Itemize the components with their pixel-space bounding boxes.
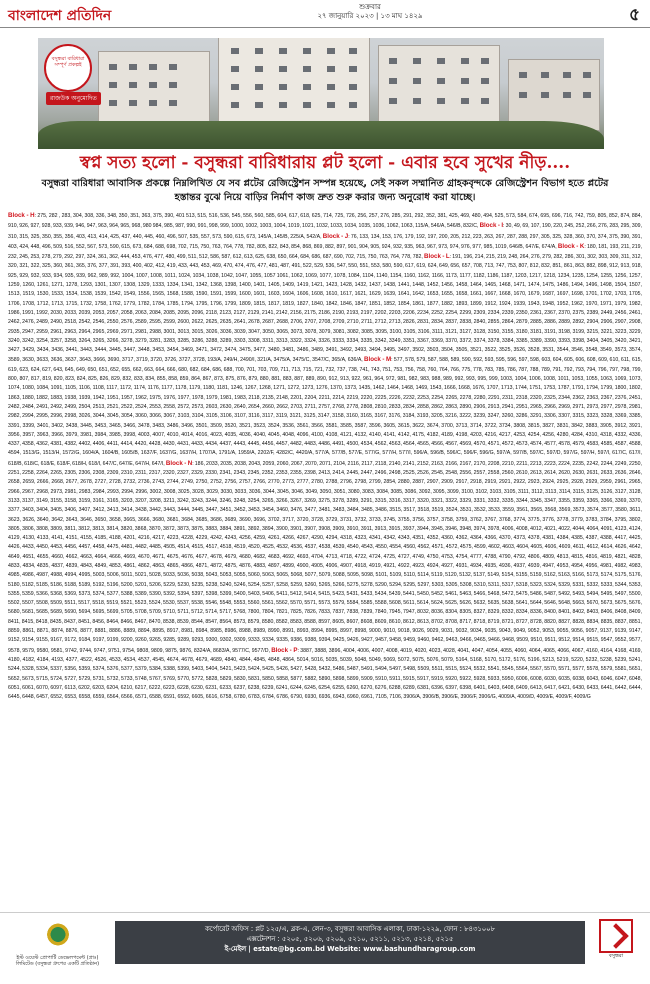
issue-date-text: ২৭ জানুয়ারি ২০২৩ | ১৩ মাঘ ১৪২৯ (317, 12, 423, 20)
block-label: Block - I (479, 222, 504, 230)
issue-day: শুক্রবার (359, 3, 381, 11)
block-plot-numbers: : 186, 2033, 2035, 2038, 2043, 2059, 2060, 2067, 2070, 2071, 2104, 2116, 2117, 2118, 2140, 2141, 2152, 2163, 2166, 2167, 2170, 2208, 2210, 2211, 2213, 2223, 2224, 2235, 2242, 2244, 2249, 2250, 2251, 2258, 2264, 2265, 2305, 2306, 2308, 2309, 2310, 2311, 2317, 2320, 2327, 2329, 2330, 2341, 2343, 2345, 2352, 2353, 2355, 2398, 2413, 2414, 2445, 2447, 2496, 2498, 2525, 2526, 2545, 2548, 2556, 2557, 2558, 2560, 2610, 2613, 2614, 2620, 2630, 2631, 2633, 2636, 2646, 2658, 2659, 2666, 2668, 2677, 2678, 2727, 2728, 2732, 2736, 2743, 2744, 2749, 2750, 2752, 2756, 2757, 2766, 2770, 2773, 2777, 2780, 2788, 2796, 2798, 2799, 2854, 2880, 2887, 2907, 2909, 2917, 2918, 2919, 2921, 2922, 2923, 2924, 2925, 2928, 2929, 2959, 2961, 2965, 2966, 2967, 2968, 2973, 2981, 2983, 2984, 2993, 2994, 2996, 3002, 3008, 3025, 3028, 3029, 3030, 3033, 3036, 3044, 3045, 3046, 3049, 3050, 3051, 3080, 3083, 3084, 3085, 3086, 3092, 3095, 3099, 3100, 3102, 3103, 3105, 3111, 3112, 3113, 3114, 3115, 3125, 3126, 3127, 3128, 3133, 3137, 3149, 3155, 3158, 3159, 3161, 3165, 3203, 3207, 3208, 3211, 3242, 3243, 3244, 3246, 3248, 3254, 3265, 3266, 3267, 3269, 3275, 3278, 3289, 3291, 3315, 3316, 3317, 3320, 3321, 3322, 3329, 3331, 3332, 3335, 3344, 3345, 3347, 3355, 3359, 3365, 3366, 3369, 3370, 3377, 3403, 3404, 3405, 3406, 3407, 3412, 3413, 3414, 3438, 3442, 3443, 3444, 3445, 3447, 3451, 3452, 3453, 3454, 3460, 3476, 3477, 3481, 3483, 3484, 3485, 3486, 3515, 3517, 3518, 3519, 3524, 3531, 3532, 3533, 3559, 3561, 3565, 3568, 3569, 3573, 3574, 3577, 3580, 3611, 3623, 3626, 3640, 3642, 3643, 3646, 3650, 3658, 3665, 3666, 3680, 3681, 3684, 3685, 3686, 3689, 3690, 3696, 3702, 3717, 3720, 3728, 3729, 3731, 3732, 3733, 3745, 3755, 3756, 3757, 3758, 3759, 3762, 3767, 3768, 3774, 3775, 3776, 3778, 3779, 3783, 3784, 3795, 3802, 3805, 3806, 3808, 3809, 3811, 3812, 3813, 3814, 3820, 3868, 3870, 3872, 3873, 3875, 3883, 3884, 3891, 3892, 3894, 3900, 3901, 3907, 3908, 3909, 3910, 3911, 3913, 3915, 3937, 3944, 3945, 3946, 3948, 3974, 3978, 4006, 4008, 4012, 4021, 4022, 4044, 4064, 4091, 4123, 4124, 4129, 4130, 4133, 4141, 4151, 4155, 4185, 4188, 4201, 4216, 4217, 4223, 4228, 4229, 4242, 4243, 4256, 4259, 4261, 4266, 4267, 4290, 4294, 4318, 4323, 4341, 4342, 4343, 4351, 4352, 4360, 4362, 4364, 4366, 4370, 4373, 4378, 4381, 4384, 4385, 4387, 4388, 4417, 4425, 4426, 4433, 4450, 4453, 4456, 4457, 4458, 4475, 4481, 4482, 4485, 4505, 4514, 4515, 4517, 4518, 4519, 4520, 4525, 4532, 4536, 4537, 4538, 4539, 4540, 4543, 4550, 4554, 4560, 4562, 4571, 4572, 4575, 4599, 4602, 4603, 4604, 4605, 4606, 4609, 4611, 4612, 4614, 4626, 4642, 4649, 4651, 4655, 4660, 4662, 4663, 4664, 4666, 4669, 4670, 4671, 4675, 4676, 4677, 4678, 4679, 4680, 4682, 4683, 4692, 4693, 4704, 4713, 4718, 4722, 4724, 4725, 4727, 4749, 4750, 4753, 4754, 4777, 4788, 4790, 4792, 4806, 4809, 4813, 4815, 4816, 4819, 4821, 4828, 4833, 4834, 4835, 4837, 4839, 4843, 4849, 4853, 4861, 4862, 4863, 4865, 4866, 4871, 4872, 4875, 4876, 4883, 4897, 4899, 4900, 4905, 4906, 4907, 4918, 4919, 4921, 4922, 4923, 4924, 4927, 4931, 4934, 4935, 4936, 4937, 4939, 4947, 4953, 4954, 4956, 4981, 4982, 4983, 4985, 4986, 4987, 4988, 4994, 4995, 5003, 5006, 5011, 5021, 5028, 5033, 5036, 5038, 5043, 5053, 5055, 5060, 5063, 5065, 5068, 5077, 5079, 5088, 5095, 5098, 5101, 5109, 5110, 5114, 5119, 5120, 5132, 5137, 5149, 5154, 5155, 5159, 5162, 5163, 5166, 5173, 5174, 5175, 5176, 5180, 5182, 5185, 5186, 5188, 5189, 5192, 5196, 5200, 5201, 5206, 5229, 5230, 5235, 5238, 5240, 5246, 5254, 5257, 5258, 5259, 5260, 5265, 5266, 5275, 5278, 5290, 5294, 5295, 5297, 5303, 5305, 5308, 5310, 5311, 5317, 5318, 5323, 5324, 5329, 5331, 5332, 5333, 5344, 5353, 5355, 5359, 5366, 5368, 5369, 5373, 5374, 5377, 5388, 5389, 5390, 5392, 5394, 5397, 5398, 5399, 5400, 5403, 5406, 5411, 5412, 5414, 5415, 5423, 5431, 5433, 5434, 5439, 5441, 5450, 5452, 5461, 5463, 5466, 5468, 5472, 5475, 5486, 5487, 5492, 5493, 5494, 5495, 5497, 5500, 5502, 5507, 5508, 5509, 5511, 5517, 5518, 5519, 5521, 5523, 5524, 5530, 5537, 5538, 5546, 5548, 5553, 5560, 5561, 5562, 5570, 5571, 5573, 5579, 5584, 5585, 5588, 5608, 5611, 5614, 5624, 5625, 5626, 5632, 5635, 5638, 5641, 5644, 5646, 5648, 5663, 5670, 5673, 5675, 5676, 5680, 5681, 5685, 5689, 5690, 5694, 5695, 5699, 5705, 5708, 5709, 5710, 5711, 5712, 5714, 5717, 5768, 7800, 7804, 7821, 7825, 7826, 7833, 7837, 7838, 7839, 7840, 7945, 7947, 8032, 8036, 8304, 8305, 8327, 8329, 8332, 8334, 8336, 8400, 8401, 8402, 8403, 8406, 8408, 8409, 8411, 8415, 8418, 8435, 8437, 8451, 8456, 8464, 8466, 8467, 8470, 8538, 8539, 8544, 8547, 8564, 8573, 8579, 8580, 8582, 8583, 8588, 8597, 8605, 8607, 8608, 8609, 8610, 8612, 8613, 8702, 8708, 8717, 8718, 8719, 8721, 8727, 8728, 8820, 8827, 8828, 8834, 8835, 8837, 8851, 8859, 8861, 8871, 8874, 8876, 8877, 8881, 8886, 8889, 8894, 8895, 8917, 8981, 8984, 8985, 8986, 8988, 8989, 8990, 8991, 8993, 8994, 8995, 8997, 8998, 9000, 9010, 9018, 9026, 9029, 9031, 9032, 9034, 9035, 9043, 9049, 9052, 9053, 9055, 9056, 9057, 9137, 9139, 9147, 9152, 9154, 9155, 9167, 9172, 9184, 9197, 9199, 9200, 9260, 9265, 9285, 9289, 9293, 9300, 9302, 9309, 9333, 9334, 9335, 9386, 9388, 9394, 9425, 9426, 9427, 9457, 9458, 9459, 9460, 9462, 9463, 9466, 9465, 9466, 9468, 9509, 9510, 9511, 9512, 9514, 9515, 9547, 9552, 9577, 9578, 9579, 9580, 9581, 9742, 9744, 9747, 9751, 9754, 9808, 9809, 9875, 9876, 8324/A, 8683/A, 9577/C, 9577/D, (8, 460, 642, 654)
block-plot-numbers: : 191, 196, 214, 215, 219, 248, 264, 276, 279, 282, 286, 301, 302, 303, 309, 311, 312, 320, 321, 322, 325, 360, 361, 365, 376, 377, 391, 393, 400, 402, 412, 419, 433, 443, 453, 469, 470, 474, 476, 477, 481, 487, 491, 522, 529, 536, 547, 550, 551, 553, 580, 590, 617, 619, 624, 649, 656, 657, 708, 713, 747, 753, 807, 812, 832, 851, 861, 863, 882, 898, 912, 913, 918, 925, 929, 932, 933, 934, 935, 939, 962, 989, 992, 1004, 1007, 1008, 1011, 1024, 1034, 1038, 1042, 1047, 1055, 1057 1061, 1062, 1069, 1077, 1078, 1084, 1104, 1140, 1154, 1160, 1162, 1166, 1173, 1177, 1182, 1186, 1187, 1203, 1217, 1218, 1234, 1235, 1254, 1255, 1256, 1257, 1259, 1260, 1261, 1271, 1278, 1293, 1301, 1307, 1308, 1329, 1333, 1334, 1341, 1342, 1368, 1398, 1400, 1401, 1405, 1409, 1419, 1421, 1423, 1428, 1432, 1437, 1438, 1441, 1448, 1452, 1456, 1458, 1464, 1465, 1468, 1471, 1474, 1475, 1486, 1494, 1496, 1498, 1504, 1507, 1513, 1519, 1530, 1533, 1534, 1538, 1539, 1542, 1549, 1556, 1565, 1568, 1588, 1590, 1591, 1599, 1600, 1601, 1603, 1604, 1606, 1608, 1610, 1617, 1621, 1629, 1639, 1641, 1642, 1653, 1655, 1658, 1661, 1667, 1668, 1670, 1679, 1687, 1697, 1698, 1701, 1702, 1703, 1705, 1706, 1708, 1712, 1713, 1715, 1732, 1758, 1762, 1779, 1782, 1784, 1785, 1794, 1795, 1796, 1799, 1809, 1815, 1817, 1819, 1827, 1840, 1842, 1846, 1847, 1851, 1852, 1854, 1861, 1877, 1882, 1893, 1899, 1912, 1924, 1939, 1943, 1948, 1952, 1962, 1970, 1971, 1979, 1982, 1986, 1991, 1992, 2030, 2033, 2039, 2053, 2057, 2058, 2063, 2084, 2085, 2095, 2096, 2118, 2123, 2127, 2129, 2141, 2142, 2156, 2175, 2186, 2190, 2193, 2197, 2202, 2203, 2206, 2234, 2252, 2254, 2299, 2309, 2334, 2339, 2350, 2361, 2367, 2370, 2375, 2389, 2449, 2456, 2461, 2462, 2476, 2489, 2490, 2518, 2542, 2546, 2550, 2576, 2589, 2595, 2599, 2600, 2622, 2625, 2635, 2641, 2678, 2687, 2688, 2706, 2707, 2708, 2709, 2710, 2711, 2712, 2713, 2826, 2831, 2834, 2837, 2838, 2840, 2855, 2864, 2879, 2885, 2886, 2889, 2892, 2904, 2906, 2907, 2908, 2935, 2947, 2959, 2961, 2963, 2964, 2965, 2969, 2971, 2981, 2988, 3001, 3013, 3015, 3026, 3036, 3039, 3047, 3050, 3065, 3073, 3078, 3079, 3081, 3082, 3085, 3095, 3100, 3105, 3106, 3111, 3121, 3127, 3128, 3150, 3155, 3180, 3181, 3191, 3198, 3199, 3215, 3221, 3223, 3229, 3240, 3242, 3254, 3257, 3258, 3264, 3265, 3266, 3278, 3279, 3281, 3283, 3285, 3286, 3288, 3289, 3303, 3308, 3311, 3313, 3322, 3324, 3326, 3333, 3334, 3335, 3342, 3349, 3351, 3367, 3369, 3370, 3372, 3374, 3378, 3384, 3385, 3389, 3390, 3393, 3398, 3404, 3405, 3420, 3421, 3427, 3429, 3434, 3436, 3441, 3443, 3444, 3445, 3447, 3448, 3453, 3454, 3469, 3471, 3472, 3474, 3475, 3477, 3480, 3481, 3486, 3489, 3491, 3492, 3493, 3494, 3495, 3497, 3502, 3503, 3504, 3505, 3521, 3522, 3525, 3526, 3528, 3531, 3544, 3546, 3548, 3549, 3573, 3574, 3589, 3630, 3633, 3636, 3637, 3643, 3666, 3690, 3717, 3719, 3720, 3726, 3727, 3728, 193/A, 249/H, 2490/I, 321/A, 3475/A, 3475/C, 3547/C, 365/A, 636/A, (8, 254, 642, 364)
project-badge (44, 44, 92, 92)
block-label: Block - N (165, 459, 193, 467)
rajuk-approved-label: রাজউক অনুমোদিত (46, 92, 101, 105)
developer-name: ইস্ট ওয়েস্ট প্রোপার্টি ডেভেলপমেন্ট (প্রাঃ) লিমিটেড (বসুন্ধরা গ্রুপের একটি প্রতিষ্ঠান) (15, 955, 100, 967)
block-label: Block - P (271, 646, 298, 654)
block-label: Block - K (557, 242, 585, 250)
ad-headline: স্বপ্ন সত্য হলো - বসুন্ধরা বারিধারায় প্লট হলো - এবার হবে সুখের নীড়.... (79, 153, 571, 173)
contact-bar (115, 921, 585, 964)
block-label: Block - J (322, 232, 349, 240)
block-label: Block - M (364, 356, 392, 364)
block-plot-numbers: : 76, 133, 134, 153, 176, 179, 192, 197, 200, 205, 212, 223, 263, 267, 287, 288, 297, 305, 325, 328, 360, 370, 374, 375, 390, 391, 403, 424, 448, 496, 509, 516, 552, 567, 573, 590, 615, 673, 684, 688, 698, 702, 715, 750, 763, 764, 778, 782, 805, 822, 843, 854, 868, 869, 882, 897, 901, 904, 905, 924, 932, 935, 963, 967, 973, 974, 976, 977, 985, 1019, 646/B, 647/E, 674/A, (8, 233, 642, 250)
building-image (218, 38, 370, 131)
office-address: কর্পোরেট অফিস : প্লট ১২৫/এ, ব্লক-এ, লেন-৩, বসুন্ধরা আবাসিক এলাকা, ঢাকা-১২২৯, ফোন : ৮৪৩১০০৮ (205, 925, 495, 933)
page-number: ৫ (628, 5, 640, 25)
block-plot-numbers: : 3887, 3888, 3896, 4004, 4006, 4007, 4008, 4019, 4020, 4023, 4028, 4041, 4047, 4054, 4055, 4060, 4064, 4065, 4066, 4067, 4160, 4164, 4168, 4169, 4180, 4182, 4184, 4193, 4377, 4522, 4526, 4533, 4534, 4537, 4545, 4674, 4678, 4679, 4689, 4840, 4844, 4845, 4848, 4864, 5014, 5016, 5035, 5039, 5048, 5049, 5069, 5072, 5075, 5076, 5079, 5164, 5168, 5170, 5172, 5176, 5196, 5213, 5219, 5220, 5232, 5238, 5239, 5241, 5244, 5328, 5334, 5337, 5356, 5359, 5374, 5376, 5377, 5379, 5384, 5388, 5399, 5403, 5404, 5421, 5423, 5424, 5425, 5426, 5427, 5428, 5432, 5486, 5487, 5491, 5494, 5497, 5498, 5509, 5511, 5515, 5524, 5532, 5541, 5545, 5564, 5567, 5570, 5571, 5577, 5578, 5579, 5581, 5651, 5652, 5673, 5715, 5724, 5727, 5729, 5731, 5732, 5733, 5748, 5767, 5769, 5770, 5772, 5828, 5829, 5830, 5831, 5850, 5858, 5877, 5882, 5890, 5898, 5899, 5909, 5910, 5911, 5915, 5917, 5919, 5920, 5922, 5928, 5933, 5950, 6006, 6008, 6030, 6035, 6038, 6043, 6046, 6047, 6048, 6051, 6061, 6070, 6097, 6113, 6202, 6203, 6204, 6210, 6217, 6222, 6223, 6228, 6230, 6231, 6233, 6237, 6238, 6239, 6241, 6244, 6245, 6254, 6255, 6260, 6270, 6276, 6288, 6289, 6381, 6396, 6397, 6398, 6401, 6403, 6408, 6409, 6413, 6417, 6421, 6430, 6433, 6441, 6442, 6444, 6445, 6448, 6457, 6552, 6553, 6558, 6559, 6564, 6566, 6571, 6588, 6591, 6592, 6605, 6616, 6758, 6780, 6783, 6784, 6786, 6790, 6930, 6936, 6943, 6960, 6961, 7105, 7106, 3906/A, 3906/B, 3906/E, 3906/F, 3906/G, 4009/A, 4009/D, 4009/E, 4009/F, 4009/G (8, 647, 642, 701)
bashundhara-logo (596, 919, 636, 963)
badge-line-2: সম্পূর্ণ প্রকল্পই (54, 62, 82, 68)
bashundhara-logo-label: বসুন্ধরা (608, 953, 624, 959)
bashundhara-mark-icon (599, 919, 633, 953)
newspaper-brand: বাংলাদেশ প্রতিদিন (8, 8, 112, 24)
project-photo (38, 38, 604, 149)
block-plot-numbers: : 577, 578, 579, 587, 588, 589, 590, 592, 593, 595, 596, 597, 598, 603, 604, 605, 606, 608, 609, 610, 611, 615, 619, 623, 624, 627, 643, 645, 649, 650, 651, 652, 655, 662, 663, 664, 666, 680, 682, 684, 686, 688, 700, 701, 703, 709, 711, 713, 715, 721, 732, 737, 738, 741, 743, 751, 753, 756, 758, 760, 764, 766, 775, 778, 783, 785, 786, 787, 788, 789, 791, 792, 793, 794, 796, 797, 798, 799, 800, 807, 817, 819, 820, 823, 824, 825, 826, 829, 832, 833, 834, 855, 858, 859, 864, 867, 873, 875, 876, 879, 880, 881, 883, 887, 889, 890, 912, 913, 922, 961, 964, 972, 981, 982, 983, 988, 989, 992, 993, 995, 999, 1003, 1004, 1006, 1008, 1011, 1053, 1055, 1063, 1069, 1073, 1074, 1080, 1084, 1091, 1105, 1106, 1108, 1117, 1172, 1174, 1176, 1177, 1178, 1179, 1180, 1181, 1246, 1267, 1268, 1271, 1272, 1273, 1276, 1370, 1373, 1435, 1462, 1464, 1468, 1469, 1543, 1666, 1668, 1676, 1707, 1713, 1744, 1751, 1753, 1787, 1791, 1794, 1799, 1800, 1802, 1863, 1880, 1882, 1883, 1938, 1939, 1942, 1951, 1957, 1962, 1975, 1976, 1977, 1978, 1979, 1981, 1983, 2118, 2135, 2148, 2201, 2204, 2211, 2214, 2219, 2220, 2225, 2226, 2232, 2253, 2254, 2265, 2278, 2280, 2291, 2311, 2318, 2320, 2325, 2344, 2362, 2363, 2367, 2376, 2451, 2482, 2484, 2491, 2492, 2499, 2504, 2513, 2521, 2522, 2524, 2553, 2558, 2572, 2573, 2603, 2630, 2640, 2654, 2660, 2662, 2703, 2711, 2757, 2768, 2778, 2808, 2810, 2833, 2834, 2858, 2862, 2863, 2890, 2906, 2913, 2941, 2951, 2965, 2966, 2969, 2971, 2973, 2977, 2978, 2981, 2982, 2994, 2995, 2996, 2998, 3026, 3044, 3045, 3054, 3060, 3066, 3067, 3103, 3104, 3105, 3106, 3107, 3116, 3117, 3119, 3121, 3125, 3147, 3158, 3160, 3165, 3167, 3176, 3184, 3193, 3205, 3216, 3222, 3239, 3247, 3260, 3286, 3291, 3306, 3307, 3315, 3323, 3328, 3369, 3385, 3391, 3399, 3401, 3402, 3438, 3445, 3453, 3465, 3466, 3478, 3483, 3486, 3496, 3501, 3509, 3520, 3521, 3523, 3524, 3536, 3561, 3566, 3581, 3585, 3587, 3596, 3605, 3615, 3622, 3674, 3700, 3713, 3714, 3722, 3734, 3808, 3815, 3827, 3831, 3842, 3883, 3905, 3912, 3921, 3956, 3957, 3963, 3966, 3979, 3981, 3984, 3985, 3998, 4003, 4007, 4010, 4014, 4016, 4023, 4035, 4036, 4040, 4045, 4048, 4096, 4100, 4108, 4121, 4132, 4140, 4141, 4142, 4175, 4182, 4189, 4198, 4203, 4216, 4217, 4253, 4254, 4256, 4280, 4284, 4310, 4318, 4332, 4336, 4337, 4358, 4362, 4381, 4382, 4402, 4406, 4411, 4414, 4420, 4428, 4430, 4431, 4433, 4434, 4437, 4443, 4445, 4456, 4457, 4482, 4483, 4486, 4491, 4500, 4534, 4562, 4563, 4564, 4565, 4566, 4567, 4569, 4570, 4571, 4572, 4573, 4574, 4577, 4578, 4579, 4583, 4585, 4587, 4588, 4594, 1513/G, 1513/H, 1572/G, 1604/A, 1604/B, 1605/B, 1637/F, 1637/G, 1637/H, 1707/A, 1791/A, 1959/A, 2202/F, 4282/C, 4420/A, 577/A, 577/B, 577/E, 577/G, 577/H, 577/I, 596/A, 596/B, 596/C, 596/F, 596/G, 597/A, 597/B, 597/C, 597/D, 597/G, 597/H, 597/I, 617/C, 617/I, 618/B, 618/C, 618/E, 618/F, 618/H, 618/I, 647/C, 647/E, 647/H, 647/I, (8, 357, 642, 467)
developer-emblem-icon (40, 921, 76, 951)
block-label: Block - H (8, 212, 35, 219)
block-label: Block - L (424, 253, 450, 261)
block-plot-numbers: : 275, 282 , 283, 304, 308, 336, 348, 350, 351, 363, 375, 390, 401 513, 515, 516, 536, 545, 556, 560, 585, 604, 617, 618, 625, 714, 725, 726, 256, 257, 276, 285, 291, 292, 352, 381, 425, 469, 480, 494, 525, 573, 584, 674, 695, 696, 716, 742, 759, 805, 852, 874, 884, 910, 926, 927, 928, 933, 939, 946, 947, 963, 964, 965, 968, 980 984, 985, 987, 990, 991, 998, 999, 1000, 1002, 1003, 1004, 1019, 1021, 1032, 1033, 1034, 1035, 1036, 1062, 1063, 115/A, 546/A, 546/B, 832/C, (8, 213, 642, 230)
developer-logo (10, 921, 105, 971)
badge-line-1: বসুন্ধরা বারিধারা (51, 56, 85, 62)
building-image (98, 51, 210, 131)
extension-numbers: এক্সটেনশন : ৫২০৫, ৫২০৬, ৫২০৯, ৫২১০, ৫২১১, ৫২১৩, ৫২১৪, ৫২১৫ (246, 935, 454, 943)
masthead (0, 0, 650, 28)
block-plot-numbers: : 30, 49, 69, 107, 190, 220, 245, 252, 266, 276, 283, 295, 309, 310, 315, 325, 350, 355, 356, 403, 413, 414, 425, 437, 440, 445, 460, 496, 507, 535, 557, 573, 590, 615, 673, 145/A, 145/B, 225/A, 542/A, (8, 223, 642, 240)
plot-number-list (8, 211, 642, 894)
block-plot-numbers: : 180, 181, 193, 211, 219, 232, 245, 253, 278, 279, 292, 297, 324, 361, 362, 444, 453, 476, 477, 480, 499, 511, 512, 586, 587, 612, 613, 625, 638, 650, 664, 684, 686, 687, 690, 702, 715, 750, 763, 764, 778, 782, (8, 243, 642, 261)
email-website: ই-মেইল | estate@bg.com.bd Website: www.bashundharagroup.com (224, 945, 476, 953)
footer (0, 912, 650, 984)
trees-foreground (38, 121, 604, 149)
ad-subheadline: বসুন্ধরা বারিধারা আবাসিক প্রকল্পে নিম্নলিখিত যে সব প্লটের রেজিস্ট্রেশন সম্পন্ন হয়েছে, সেই সকল সম্মানিত গ্রাহকবৃন্দকে রেজিস্ট্রেশন বিভাগ হতে প্লটের হস্তান্তর বুঝে নিয়ে বাড়ির নির্মাণ কাজ দ্রুত শুরু করার জন্য অনুরোধ করা যাচ্ছে। (41, 178, 609, 203)
issue-date (310, 3, 430, 21)
building-image (378, 45, 500, 131)
